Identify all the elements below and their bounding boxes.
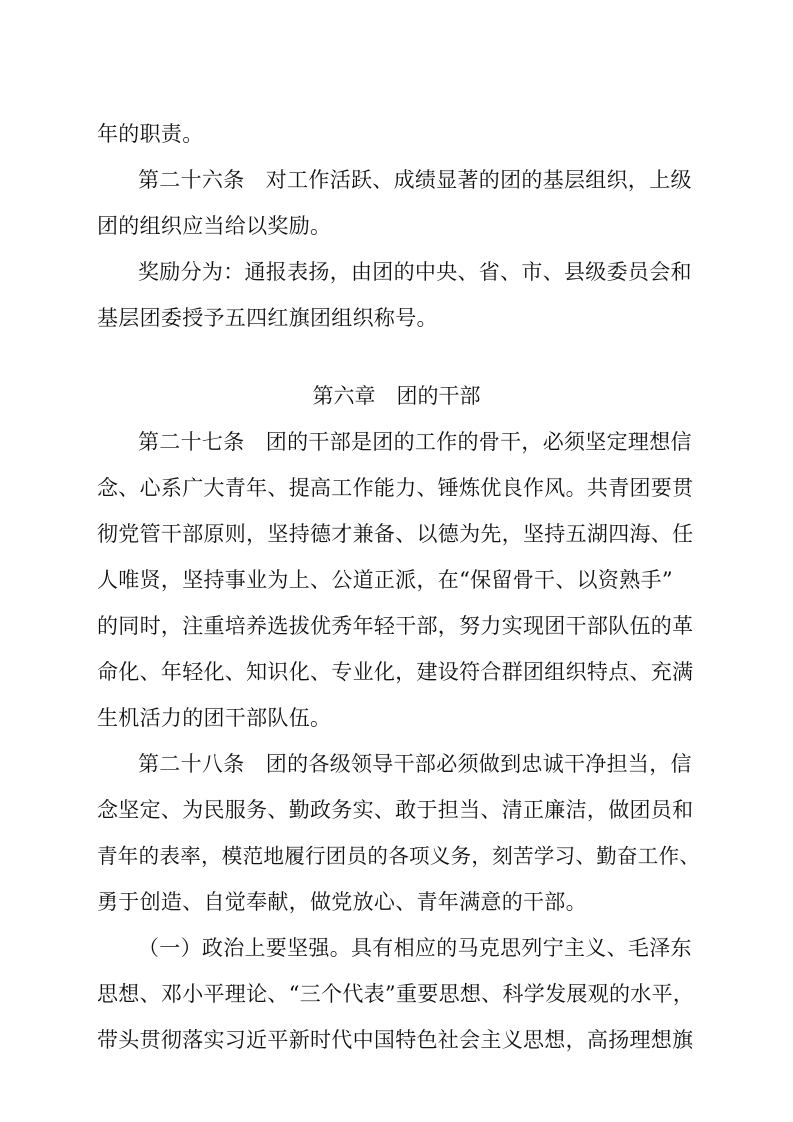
- text-line: 念、心系广大青年、提高工作能力、锤炼优良作风。共青团要贯: [97, 476, 694, 500]
- article-26-line: 第二十六条 对工作活跃、成绩显著的团的基层组织，上级: [138, 168, 692, 192]
- text-line: 青年的表率，模范地履行团员的各项义务，刻苦学习、勤奋工作、: [97, 844, 701, 868]
- article-28-line: 第二十八条 团的各级领导干部必须做到忠诚干净担当，信: [138, 752, 692, 776]
- text-line: 基层团委授予五四红旗团组织称号。: [97, 306, 438, 330]
- text-line: 团的组织应当给以奖励。: [97, 214, 332, 238]
- text-line: 年的职责。: [97, 122, 204, 146]
- text-line: 勇于创造、自觉奉献，做党放心、青年满意的干部。: [97, 890, 587, 914]
- text-line: 思想、邓小平理论、“三个代表”重要思想、科学发展观的水平，: [97, 982, 695, 1006]
- text-line: 命化、年轻化、知识化、专业化，建设符合群团组织特点、充满: [97, 660, 694, 684]
- text-line: 的同时，注重培养选拔优秀年轻干部，努力实现团干部队伍的革: [97, 614, 694, 638]
- text-line: 念坚定、为民服务、勤政务实、敢于担当、清正廉洁，做团员和: [97, 798, 694, 822]
- text-line: 带头贯彻落实习近平新时代中国特色社会主义思想，高扬理想旗: [97, 1028, 694, 1052]
- clause-1-line: （一）政治上要坚强。具有相应的马克思列宁主义、毛泽东: [138, 936, 692, 960]
- text-line: 彻党管干部原则，坚持德才兼备、以德为先，坚持五湖四海、任: [97, 522, 694, 546]
- text-line: 人唯贤，坚持事业为上、公道正派，在“保留骨干、以资熟手”: [97, 568, 673, 592]
- text-line: 奖励分为：通报表扬，由团的中央、省、市、县级委员会和: [138, 260, 692, 284]
- chapter-heading: 第六章 团的干部: [312, 384, 481, 408]
- text-line: 生机活力的团干部队伍。: [97, 706, 332, 730]
- article-27-line: 第二十七条 团的干部是团的工作的骨干，必须坚定理想信: [138, 430, 692, 454]
